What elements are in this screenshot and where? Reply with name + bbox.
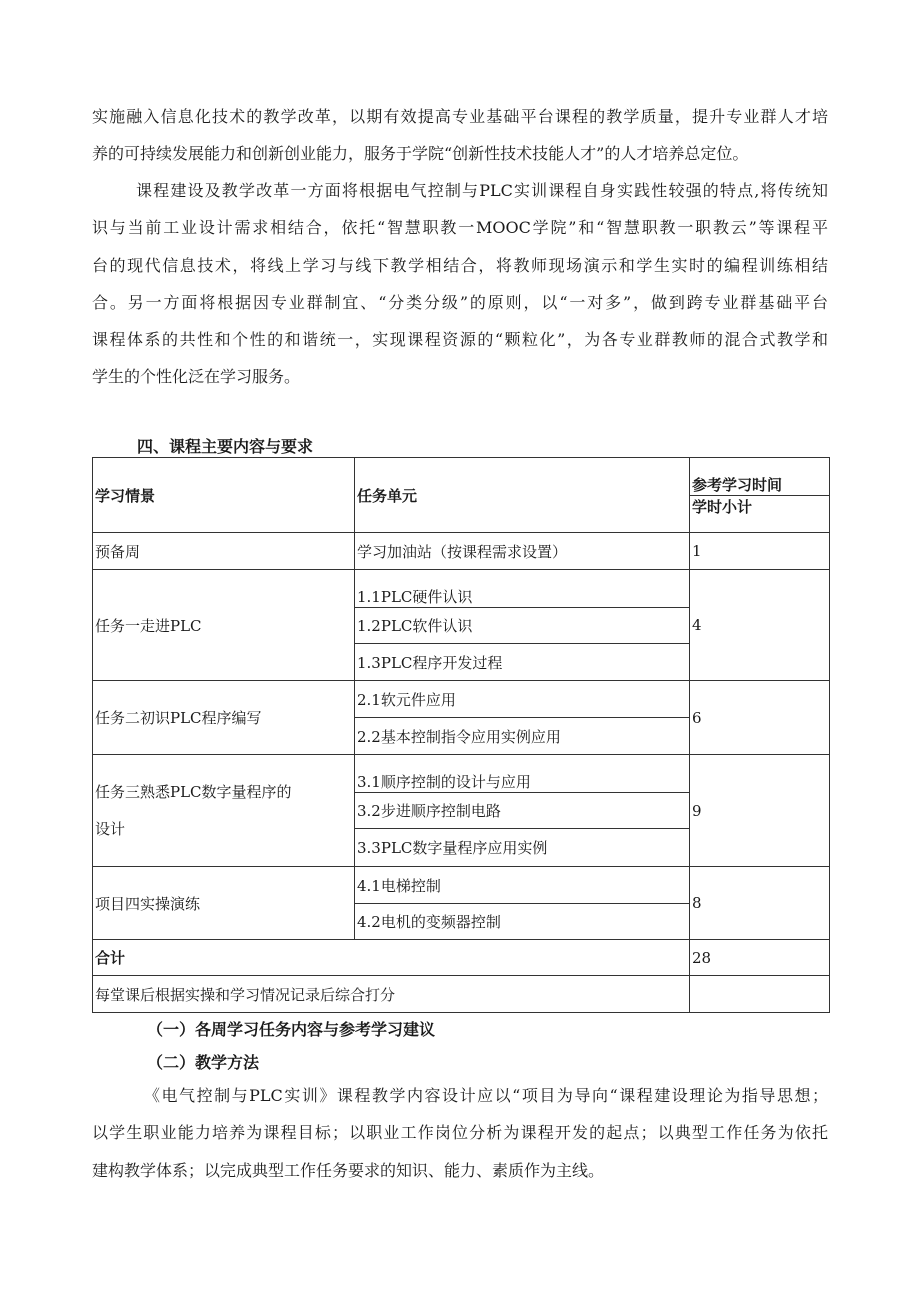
table-header-row — [93, 458, 830, 496]
intro-line: 养的可持续发展能力和创新创业能力，服务于学院“创新性技术技能人才”的人才培养总定位。 — [92, 144, 749, 164]
prep-task: 学习加油站（按课程需求设置） — [355, 533, 690, 570]
method-paragraph — [92, 1077, 828, 1189]
header-scenario: 学习情景 — [93, 458, 355, 533]
task2-unit: 2.2基本控制指令应用实例应用 — [355, 718, 690, 755]
table-row — [93, 570, 830, 608]
reform-line: 台的现代信息技术，将线上学习与线下教学相结合，将教师现场演示和学生实时的编程训练相结 — [92, 255, 828, 275]
task3-unit: 3.3PLC数字量程序应用实例 — [355, 829, 690, 867]
task2-scenario: 任务二初识PLC程序编写 — [93, 681, 355, 755]
reform-line: 学生的个性化泛在学习服务。 — [92, 367, 301, 387]
table-row — [93, 533, 830, 570]
task4-unit: 4.1电梯控制 — [355, 867, 690, 904]
task2-hours: 6 — [690, 681, 830, 755]
task3-scenario: 任务三熟悉PLC数字量程序的设计 — [93, 755, 355, 867]
intro-line: 实施融入信息化技术的教学改革，以期有效提高专业基础平台课程的教学质量，提升专业群人才培 — [92, 107, 828, 126]
task3-hours: 9 — [690, 755, 830, 867]
prep-scenario: 预备周 — [93, 533, 355, 570]
prep-hours: 1 — [690, 533, 830, 570]
table-row — [93, 755, 830, 793]
course-content-table — [92, 457, 830, 1013]
note-row — [93, 976, 830, 1013]
task1-scenario: 任务一走进PLC — [93, 570, 355, 681]
subsection-heading-method: （二）教学方法 — [147, 1053, 260, 1072]
empty-cell — [690, 976, 830, 1013]
header-hours: 参考学习时间 — [690, 458, 830, 496]
table-row — [93, 681, 830, 718]
method-line: 以学生职业能力培养为课程目标；以职业工作岗位分析为课程开发的起点；以典型工作任务为依托 — [92, 1123, 828, 1143]
assessment-note: 每堂课后根据实操和学习情况记录后综合打分 — [93, 976, 690, 1013]
task1-unit: 1.2PLC软件认识 — [355, 608, 690, 644]
total-hours: 28 — [690, 940, 830, 976]
reform-line: 课程体系的共性和个性的和谐统一，实现课程资源的“颗粒化”，为各专业群教师的混合式教学和 — [92, 330, 828, 350]
reform-line: 识与当前工业设计需求相结合，依托“智慧职教一MOOC学院”和“智慧职教一职教云”等课程平 — [92, 218, 828, 238]
task4-hours: 8 — [690, 867, 830, 940]
task4-scenario: 项目四实操演练 — [93, 867, 355, 940]
table-row — [93, 867, 830, 904]
method-line: 建构教学体系；以完成典型工作任务要求的知识、能力、素质作为主线。 — [92, 1160, 605, 1180]
total-label: 合计 — [93, 940, 690, 976]
task1-hours: 4 — [690, 570, 830, 681]
task3-unit: 3.2步进顺序控制电路 — [355, 793, 690, 829]
header-task: 任务单元 — [355, 458, 690, 533]
section-heading: 四、课程主要内容与要求 — [137, 437, 314, 456]
task1-unit: 1.1PLC硬件认识 — [355, 570, 690, 608]
header-hours-sub: 学时小计 — [690, 496, 830, 533]
total-row — [93, 940, 830, 976]
reform-paragraph — [92, 172, 828, 396]
task1-unit: 1.3PLC程序开发过程 — [355, 644, 690, 681]
method-line: 《电气控制与PLC实训》课程教学内容设计应以“项目为导向“课程建设理论为指导思想； — [144, 1086, 828, 1105]
task4-unit: 4.2电机的变频器控制 — [355, 904, 690, 940]
subsection-heading-weekly: （一）各周学习任务内容与参考学习建议 — [147, 1020, 436, 1039]
task3-unit: 3.1顺序控制的设计与应用 — [355, 755, 690, 793]
reform-line: 合。另一方面将根据因专业群制宜、“分类分级”的原则，以“一对多”，做到跨专业群基础平台 — [92, 292, 828, 312]
intro-paragraph — [92, 98, 828, 173]
task2-unit: 2.1软元件应用 — [355, 681, 690, 718]
reform-line: 课程建设及教学改革一方面将根据电气控制与PLC实训课程自身实践性较强的特点,将传统知 — [136, 181, 828, 200]
